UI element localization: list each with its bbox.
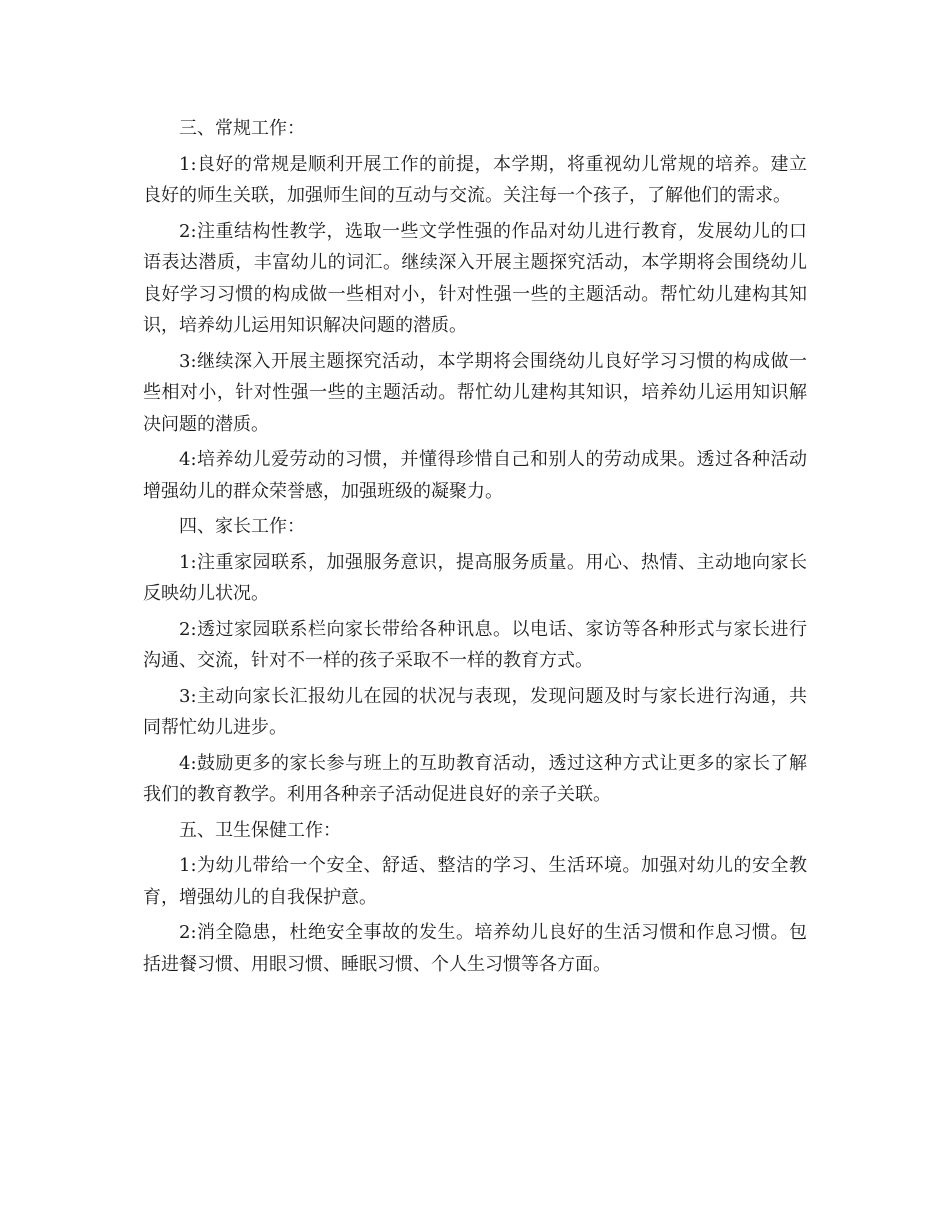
paragraph-parents-3: 3:主动向家长汇报幼儿在园的状况与表现，发现问题及时与家长进行沟通，共同帮忙幼儿进步。 (143, 685, 807, 738)
section-heading-parents: 四、家长工作： (179, 516, 305, 537)
paragraph-routine-1: 1:良好的常规是顺利开展工作的前提，本学期，将重视幼儿常规的培养。建立良好的师生关联，加强师生间的互动与交流。关注每一个孩子，了解他们的需求。 (143, 153, 807, 206)
paragraph-routine-2: 2:注重结构性教学，选取一些文学性强的作品对幼儿进行教育，发展幼儿的口语表达潜质，丰富幼儿的词汇。继续深入开展主题探究活动，本学期将会围绕幼儿良好学习习惯的构成做一些相对小，针对性强一些的主题活动。帮忙幼儿建构其知识，培养幼儿运用知识解决问题的潜质。 (143, 220, 807, 336)
paragraph-routine-4: 4:培养幼儿爱劳动的习惯，并懂得珍惜自己和别人的劳动成果。透过各种活动增强幼儿的群众荣誉感，加强班级的凝聚力。 (143, 449, 807, 502)
paragraph-health-2: 2:消全隐患，杜绝安全事故的发生。培养幼儿良好的生活习惯和作息习惯。包括进餐习惯、用眼习惯、睡眠习惯、个人生习惯等各方面。 (143, 922, 807, 975)
document-page (143, 113, 807, 984)
section-heading-routine: 三、常规工作： (179, 118, 305, 139)
section-heading-health: 五、卫生保健工作： (179, 819, 341, 841)
paragraph-routine-3: 3:继续深入开展主题探究活动，本学期将会围绕幼儿良好学习习惯的构成做一些相对小，针对性强一些的主题活动。帮忙幼儿建构其知识，培养幼儿运用知识解决问题的潜质。 (143, 350, 807, 435)
paragraph-health-1: 1:为幼儿带给一个安全、舒适、整洁的学习、生活环境。加强对幼儿的安全教育，增强幼儿的自我保护意。 (143, 855, 807, 908)
paragraph-parents-2: 2:透过家园联系栏向家长带给各种讯息。以电话、家访等各种形式与家长进行沟通、交流，针对不一样的孩子采取不一样的教育方式。 (143, 618, 807, 671)
paragraph-parents-1: 1:注重家园联系，加强服务意识，提高服务质量。用心、热情、主动地向家长反映幼儿状况。 (143, 551, 807, 604)
paragraph-parents-4: 4:鼓励更多的家长参与班上的互助教育活动，透过这种方式让更多的家长了解我们的教育教学。利用各种亲子活动促进良好的亲子关联。 (143, 752, 807, 805)
